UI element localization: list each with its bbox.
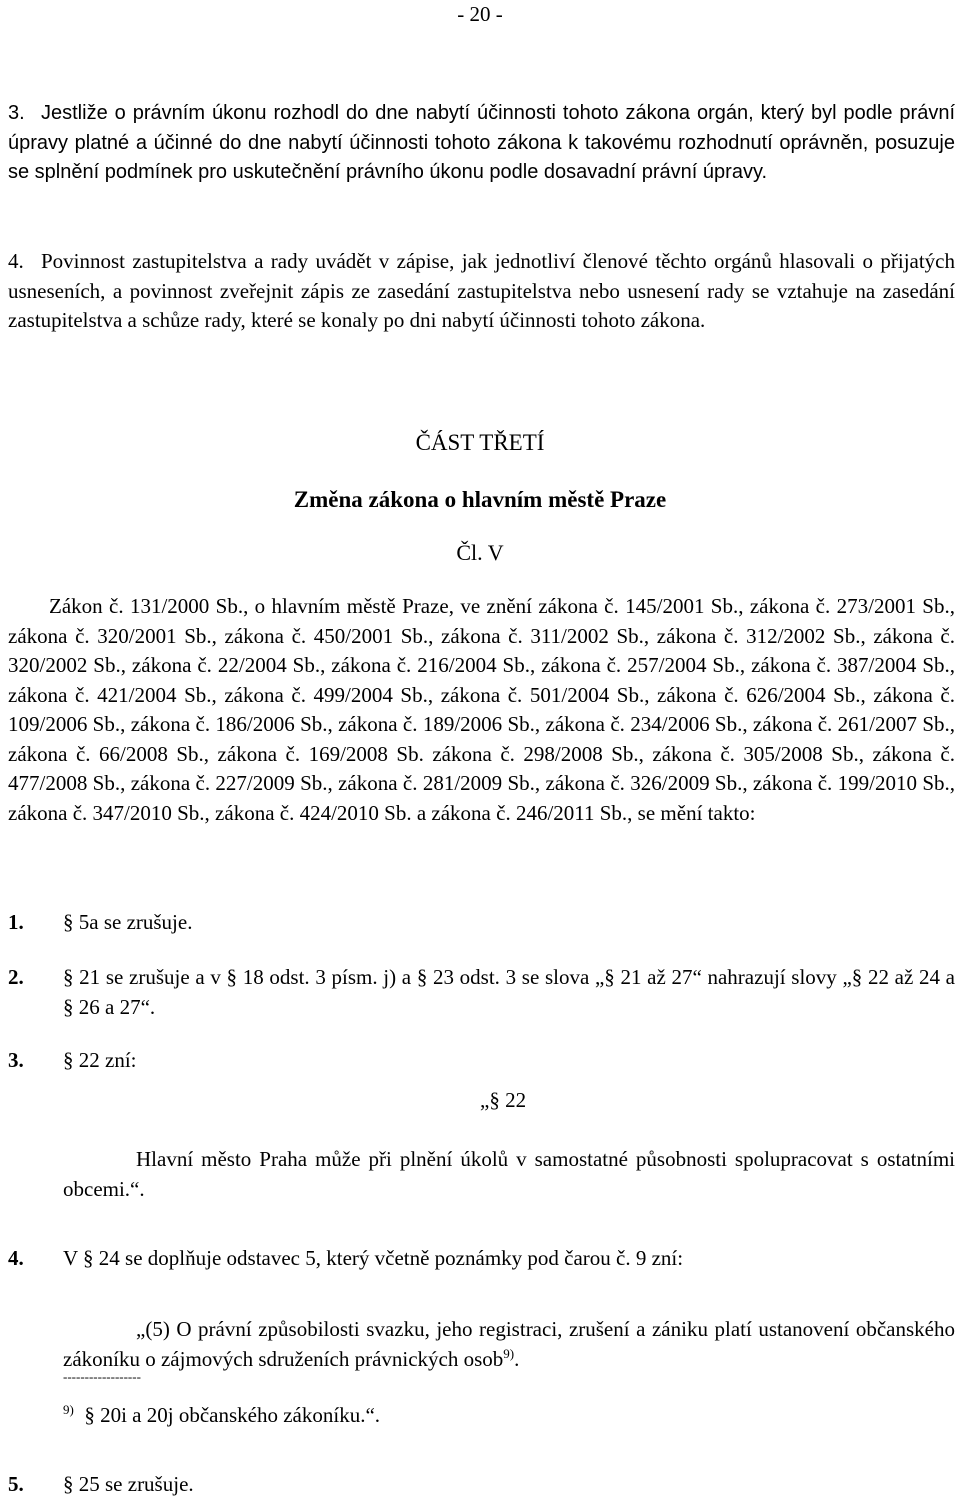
quote-24-end: . xyxy=(514,1346,520,1371)
paragraph-4-number: 4. xyxy=(8,249,24,273)
footnote-mark: 9) xyxy=(63,1402,74,1417)
page-number: - 20 - xyxy=(457,2,503,26)
quote-22-heading: „§ 22 xyxy=(480,1088,527,1112)
item-2-text: § 21 se zrušuje a v § 18 odst. 3 písm. j) a § 23 odst. 3 se slova „§ 21 až 27“ nahrazují slovy „§ 22 až 24 a § 26 a 27“. xyxy=(63,965,955,1019)
quote-22-text: Hlavní město Praha může při plnění úkolů v samostatné působnosti spolupracovat s ostatními obcemi.“. xyxy=(63,1147,955,1201)
paragraph-3-text: Jestliže o právním úkonu rozhodl do dne nabytí účinnosti tohoto zákona orgán, který byl podle právní úpravy platné a účinné do dne nabytí účinnosti tohoto zákona k takovému rozhodnutí oprávněn, posuzuje se splnění podmínek pro uskutečnění právního úkonu podle dosavadní právní úpravy. xyxy=(8,102,955,183)
part-heading: ČÁST TŘETÍ xyxy=(415,430,545,455)
item-3 xyxy=(8,1046,955,1076)
item-5-text: § 25 se zrušuje. xyxy=(63,1472,194,1496)
item-5-number: 5. xyxy=(8,1472,24,1496)
paragraph-4-text: Povinnost zastupitelstva a rady uvádět v zápise, jak jednotliví členové těchto orgánů hlasovali o přijatých usneseních, a povinnost zveřejnit zápis ze zasedání zastupitelstva nebo usnesení rady se vztahuje na zasedání zastupitelstva a schůze rady, které se konaly po dni nabytí účinnosti tohoto zákona. xyxy=(8,249,955,332)
quote-24-text xyxy=(63,1315,955,1374)
item-4 xyxy=(8,1244,955,1274)
quote-24-body: „(5) O právní způsobilosti svazku, jeho registraci, zrušení a zániku platí ustanovení občanského zákoníku o zájmových sdruženích právnických osob xyxy=(63,1317,955,1371)
paragraph-4 xyxy=(8,247,955,336)
item-2-number: 2. xyxy=(8,965,24,989)
part-title: Změna zákona o hlavním městě Praze xyxy=(293,487,667,512)
item-3-text: § 22 zní: xyxy=(63,1048,137,1072)
paragraph-3 xyxy=(8,99,955,188)
item-1-text: § 5a se zrušuje. xyxy=(63,910,193,934)
footnote-text: § 20i a 20j občanského zákoníku.“. xyxy=(84,1403,381,1427)
amendment-intro: Zákon č. 131/2000 Sb., o hlavním městě Praze, ve znění zákona č. 145/2001 Sb., zákona č. 273/2001 Sb., zákona č. 320/2001 Sb., zákona č. 450/2001 Sb., zákona č. 311/2002 Sb., zákona č. 312/2002 Sb., zákona č. 320/2002 Sb., zákona č. 22/2004 Sb., zákona č. 216/2004 Sb., zákona č. 257/2004 Sb., zákona č. 387/2004 Sb., zákona č. 421/2004 Sb., zákona č. 499/2004 Sb., zákona č. 501/2004 Sb., zákona č. 626/2004 Sb., zákona č. 109/2006 Sb., zákona č. 186/2006 Sb., zákona č. 189/2006 Sb., zákona č. 234/2006 Sb., zákona č. 261/2007 Sb., zákona č. 66/2008 Sb., zákona č. 169/2008 Sb. zákona č. 298/2008 Sb., zákona č. 305/2008 Sb., zákona č. 477/2008 Sb., zákona č. 227/2009 Sb., zákona č. 281/2009 Sb., zákona č. 326/2009 Sb., zákona č. 199/2010 Sb., zákona č. 347/2010 Sb., zákona č. 424/2010 Sb. a zákona č. 246/2011 Sb., se mění takto: xyxy=(8,594,955,825)
item-5 xyxy=(8,1470,955,1500)
article-heading: Čl. V xyxy=(456,540,504,565)
footnote-separator: ------------------ xyxy=(63,1369,141,1384)
item-4-number: 4. xyxy=(8,1246,24,1270)
footnote xyxy=(63,1401,380,1431)
footnote-reference: 9) xyxy=(503,1345,515,1361)
item-1 xyxy=(8,908,955,938)
item-1-number: 1. xyxy=(8,910,24,934)
paragraph-3-number: 3. xyxy=(8,102,25,124)
item-3-number: 3. xyxy=(8,1048,24,1072)
item-4-text: V § 24 se doplňuje odstavec 5, který včetně poznámky pod čarou č. 9 zní: xyxy=(63,1246,684,1270)
